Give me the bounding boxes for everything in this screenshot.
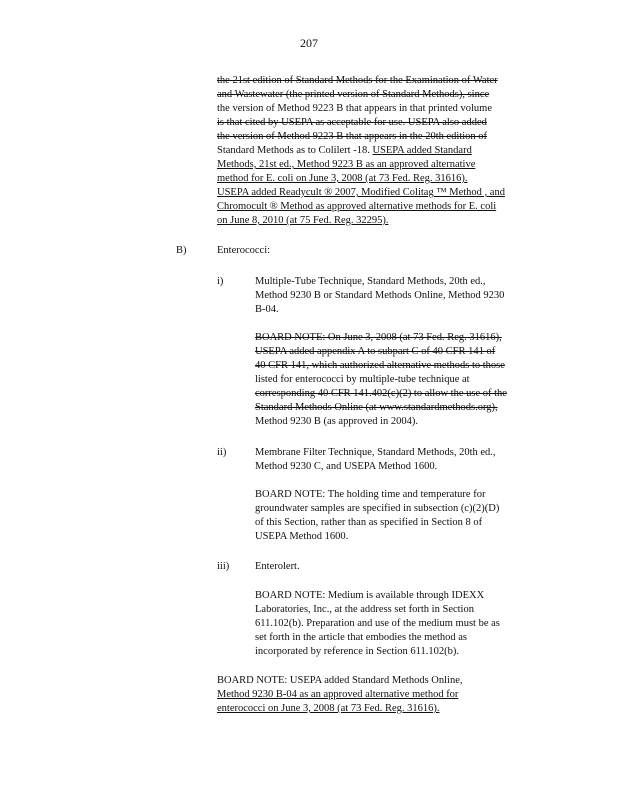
note-line: Method 9230 B-04 as an approved alternative method for <box>217 689 459 700</box>
text-line: method for E. coli on June 3, 2008 (at 73 Fed. Reg. 31616). <box>217 173 468 184</box>
text-line: Chromocult ® Method as approved alternative methods for E. coli <box>217 201 497 212</box>
note-line: listed for enterococci by multiple-tube technique at <box>255 374 470 385</box>
text-line: Method 9230 B or Standard Methods Online, Method 9230 <box>255 290 505 301</box>
note-line: BOARD NOTE: On June 3, 2008 (at 73 Fed. Reg. 31616), <box>255 332 502 343</box>
note-line: BOARD NOTE: USEPA added Standard Methods Online, <box>217 675 463 686</box>
note-line: corresponding 40 CFR 141.402(c)(2) to allow the use of the <box>255 388 507 399</box>
text-line: Method 9230 C, and USEPA Method 1600. <box>255 461 438 472</box>
note-line: USEPA added appendix A to subpart C of 40 CFR 141 of <box>255 346 496 357</box>
text-line: is that cited by USEPA as acceptable for use. USEPA also added <box>217 117 487 128</box>
page-number: 207 <box>300 36 318 50</box>
text-line: USEPA added Readycult ® 2007, Modified Colitag ™ Method , and <box>217 187 505 198</box>
text-line: B-04. <box>255 304 279 315</box>
note-line: enterococci on June 3, 2008 (at 73 Fed. Reg. 31616). <box>217 703 440 714</box>
text-fragment-underlined: USEPA added Standard <box>372 145 472 156</box>
note-line: Method 9230 B (as approved in 2004). <box>255 416 419 427</box>
text-line: Methods, 21st ed., Method 9223 B as an approved alternative <box>217 159 476 170</box>
text-line: and Wastewater (the printed version of Standard Methods), since <box>217 89 490 100</box>
note-line: USEPA Method 1600. <box>255 531 349 542</box>
text-fragment: Standard Methods as to Colilert -18. <box>217 145 370 156</box>
note-line: groundwater samples are specified in subsection (c)(2)(D) <box>255 503 500 514</box>
text-line <box>217 144 472 157</box>
note-line: of this Section, rather than as specified in Section 8 of <box>255 517 483 528</box>
section-title: Enterococci: <box>217 245 271 256</box>
section-label: B) <box>176 245 187 256</box>
item-label: iii) <box>217 561 230 572</box>
text-line: Multiple-Tube Technique, Standard Methods, 20th ed., <box>255 276 486 287</box>
note-line: set forth in the article that embodies the method as <box>255 632 467 643</box>
text-line: the version of Method 9223 B that appears in that printed volume <box>217 103 492 114</box>
note-line: Standard Methods Online (at www.standardmethods.org), <box>255 402 498 413</box>
text-line: Membrane Filter Technique, Standard Methods, 20th ed., <box>255 447 496 458</box>
note-line: Laboratories, Inc., at the address set forth in Section <box>255 604 474 615</box>
item-label: ii) <box>217 447 227 458</box>
note-line: 40 CFR 141, which authorized alternative methods to those <box>255 360 505 371</box>
note-line: BOARD NOTE: Medium is available through IDEXX <box>255 590 485 601</box>
text-line: on June 8, 2010 (at 75 Fed. Reg. 32295). <box>217 215 389 226</box>
note-line: 611.102(b). Preparation and use of the medium must be as <box>255 618 500 629</box>
text-line: Enterolert. <box>255 561 300 572</box>
item-label: i) <box>217 276 224 287</box>
note-line: incorporated by reference in Section 611.102(b). <box>255 646 459 657</box>
text-line: the version of Method 9223 B that appears in the 20th edition of <box>217 131 488 142</box>
note-line: BOARD NOTE: The holding time and temperature for <box>255 489 486 500</box>
text-line: the 21st edition of Standard Methods for the Examination of Water <box>217 75 498 86</box>
